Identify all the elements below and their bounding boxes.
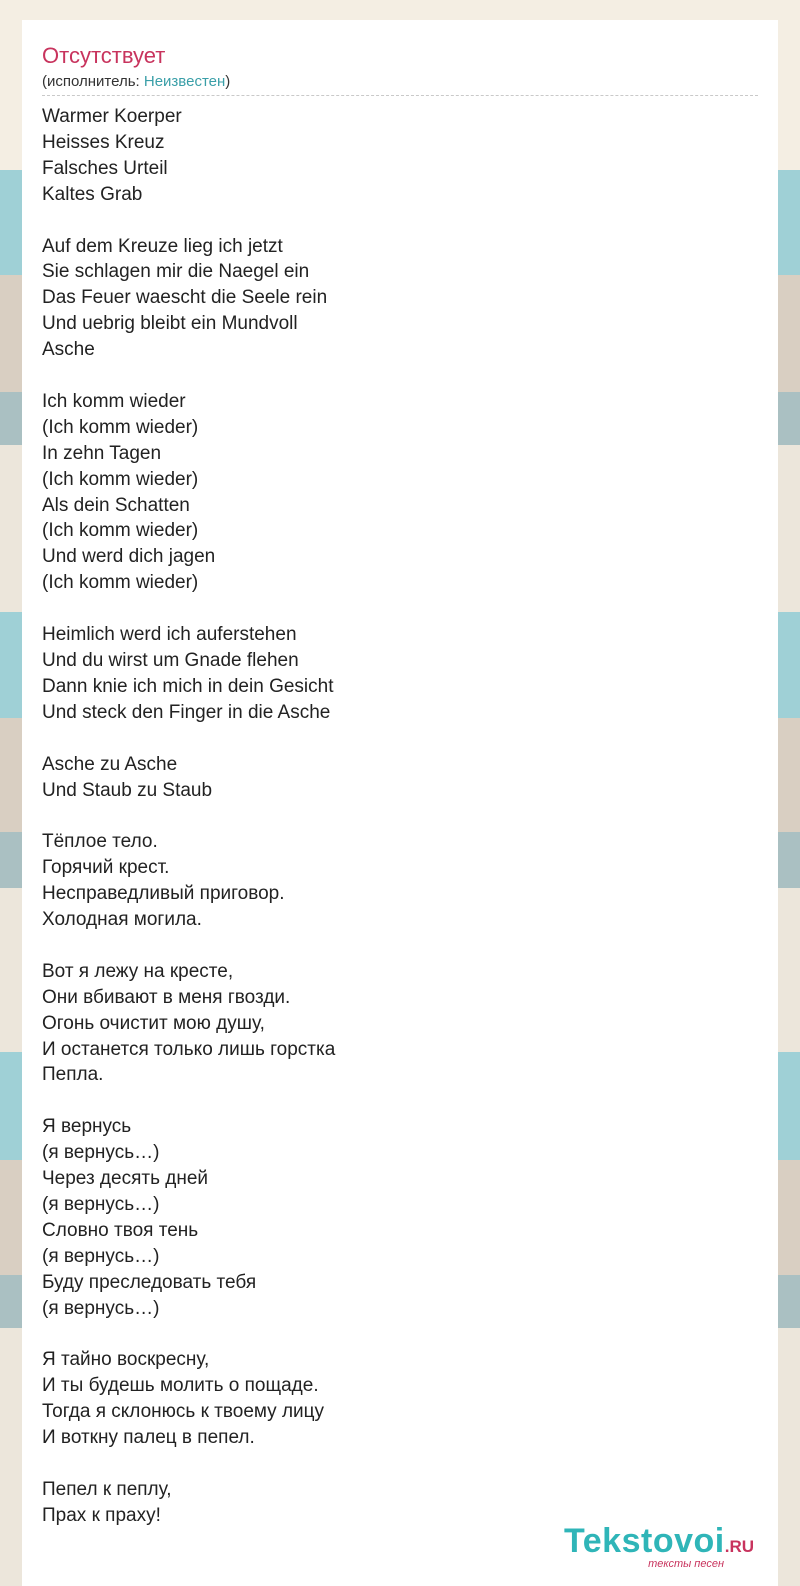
lyric-line: Прах к праху!: [42, 1504, 161, 1526]
lyric-line: (Ich komm wieder): [42, 416, 199, 438]
lyric-line: Вот я лежу на кресте,: [42, 960, 234, 982]
lyric-line: Они вбивают в меня гвозди.: [42, 986, 291, 1008]
lyric-line: Heimlich werd ich auferstehen: [42, 624, 297, 646]
lyric-line: Asche zu Asche: [42, 753, 178, 775]
lyric-line: И останется только лишь горстка: [42, 1038, 336, 1060]
lyric-line: (Ich komm wieder): [42, 468, 199, 490]
lyrics-card: [22, 20, 778, 1586]
lyric-line: Горячий крест.: [42, 857, 170, 879]
artist-prefix: (исполнитель:: [42, 73, 144, 90]
lyric-line: Ich komm wieder: [42, 390, 186, 412]
lyric-line: Auf dem Kreuze lieg ich jetzt: [42, 235, 283, 257]
site-logo[interactable]: [564, 1524, 754, 1570]
lyric-line: Тёплое тело.: [42, 831, 158, 853]
lyric-line: Und uebrig bleibt ein Mundvoll: [42, 313, 298, 335]
lyric-line: Тогда я склонюсь к твоему лицу: [42, 1401, 325, 1423]
lyrics-text: [42, 104, 758, 1529]
artist-line: [42, 72, 758, 92]
stanza-break: [42, 933, 758, 959]
lyric-line: Огонь очистит мою душу,: [42, 1012, 265, 1034]
lyric-line: Буду преследовать тебя: [42, 1271, 257, 1293]
artist-suffix: ): [225, 73, 231, 90]
stanza-break: [42, 1451, 758, 1477]
lyric-line: Warmer Koerper: [42, 106, 182, 127]
logo-subtitle: тексты песен: [648, 1558, 724, 1570]
lyric-line: Und du wirst um Gnade flehen: [42, 649, 299, 671]
lyric-line: In zehn Tagen: [42, 442, 162, 464]
lyric-line: Sie schlagen mir die Naegel ein: [42, 261, 310, 283]
lyric-line: Und steck den Finger in die Asche: [42, 701, 331, 723]
lyric-line: И ты будешь молить о пощаде.: [42, 1375, 319, 1397]
artist-link[interactable]: Неизвестен: [143, 73, 226, 90]
lyric-line: (Ich komm wieder): [42, 520, 199, 542]
lyric-line: Dann knie ich mich in dein Gesicht: [42, 675, 334, 697]
lyric-line: Als dein Schatten: [42, 494, 190, 516]
lyric-line: Через десять дней: [42, 1168, 209, 1190]
lyric-line: Falsches Urteil: [42, 157, 168, 179]
lyric-line: Холодная могила.: [42, 909, 202, 931]
lyric-line: (Ich komm wieder): [42, 572, 199, 594]
lyric-line: Und Staub zu Staub: [42, 779, 213, 801]
logo-wordmark: Tekstovoi: [564, 1522, 725, 1560]
lyric-line: Я вернусь: [42, 1116, 132, 1138]
lyric-line: (я вернусь…): [42, 1297, 160, 1319]
lyric-line: Пепел к пеплу,: [42, 1478, 172, 1500]
lyric-line: Пепла.: [42, 1064, 104, 1086]
stanza-break: [42, 1321, 758, 1347]
lyric-line: Und werd dich jagen: [42, 546, 216, 568]
lyric-line: Несправедливый приговор.: [42, 883, 285, 905]
lyric-line: (я вернусь…): [42, 1245, 160, 1267]
lyric-line: (я вернусь…): [42, 1193, 160, 1215]
lyric-line: И воткну палец в пепел.: [42, 1427, 255, 1449]
lyric-line: Heisses Kreuz: [42, 131, 165, 153]
stanza-break: [42, 726, 758, 752]
lyric-line: Я тайно воскресну,: [42, 1349, 210, 1371]
dashed-divider: [42, 95, 758, 96]
logo-tld: .RU: [724, 1537, 754, 1556]
lyric-line: (я вернусь…): [42, 1142, 160, 1164]
stanza-break: [42, 363, 758, 389]
stanza-break: [42, 1088, 758, 1114]
stanza-break: [42, 803, 758, 829]
song-title: Отсутствует: [42, 43, 166, 68]
lyric-line: Kaltes Grab: [42, 183, 143, 205]
stanza-break: [42, 596, 758, 622]
lyric-line: Asche: [42, 339, 95, 361]
lyric-line: Словно твоя тень: [42, 1219, 199, 1241]
stanza-break: [42, 208, 758, 234]
lyric-line: Das Feuer waescht die Seele rein: [42, 287, 328, 309]
